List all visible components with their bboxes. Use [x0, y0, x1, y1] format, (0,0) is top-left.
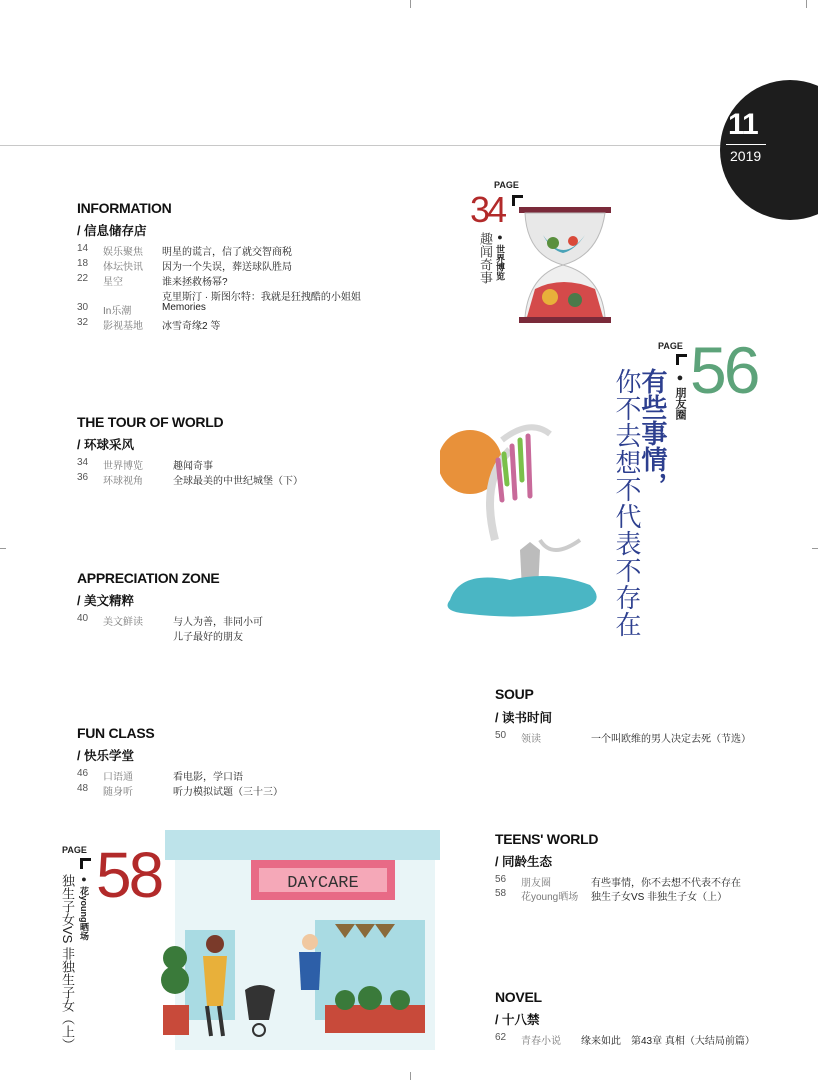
feature-58-column: ● 花young晒场 [79, 874, 89, 941]
section-subtitle-appreciation: / 美文精粹 [77, 594, 134, 608]
section-subtitle-teens-world: / 同龄生态 [495, 855, 552, 869]
crop-mark [812, 548, 818, 549]
section-subtitle-soup: / 读书时间 [495, 711, 552, 725]
crop-mark [410, 0, 411, 8]
section-title-information: INFORMATION [77, 200, 172, 216]
daycare-illustration[interactable] [155, 830, 440, 1050]
feature-34-column: ● 世界博览 [495, 232, 505, 281]
feature-56-headline-bold: 有些事情， [638, 368, 668, 498]
header-rule [0, 145, 740, 146]
feature-58-page-label: PAGE [62, 845, 87, 855]
feature-56-headline: 你不去想不代表不存在 [612, 368, 642, 638]
section-subtitle-novel: / 十八禁 [495, 1013, 540, 1027]
bracket-mark [676, 354, 687, 365]
crop-mark [410, 1072, 411, 1080]
feature-58-number: 58 [96, 839, 162, 911]
section-title-fun-class: FUN CLASS [77, 725, 155, 741]
feature-34-title: 趣闻奇事 [478, 232, 493, 284]
section-title-teens-world: TEENS' WORLD [495, 831, 599, 847]
melting-globe-illustration[interactable] [440, 420, 610, 620]
feature-58-title: 独生子女VS 非独生子女（上） [60, 874, 75, 1051]
section-subtitle-tour: / 环球采风 [77, 438, 134, 452]
feature-34-page-label: PAGE [494, 180, 519, 190]
issue-number: 11 [728, 108, 758, 141]
crop-mark [806, 0, 807, 8]
section-subtitle-information: / 信息储存店 [77, 224, 147, 238]
bracket-mark [80, 858, 91, 869]
daycare-sign-text: DAYCARE [287, 874, 359, 893]
issue-year: 2019 [730, 148, 762, 164]
section-title-tour: THE TOUR OF WORLD [77, 414, 224, 430]
feature-56-page-label: PAGE [658, 341, 683, 351]
feature-56-number: 56 [690, 333, 758, 407]
issue-divider [726, 144, 766, 145]
section-title-soup: SOUP [495, 686, 534, 702]
feature-34-number: 34 [470, 189, 505, 230]
crop-mark [0, 548, 6, 549]
section-title-appreciation: APPRECIATION ZONE [77, 570, 220, 586]
section-title-novel: NOVEL [495, 989, 542, 1005]
hourglass-illustration[interactable] [515, 205, 615, 325]
section-subtitle-fun-class: / 快乐学堂 [77, 749, 134, 763]
feature-56-column: ● 朋友圈 [674, 372, 686, 421]
